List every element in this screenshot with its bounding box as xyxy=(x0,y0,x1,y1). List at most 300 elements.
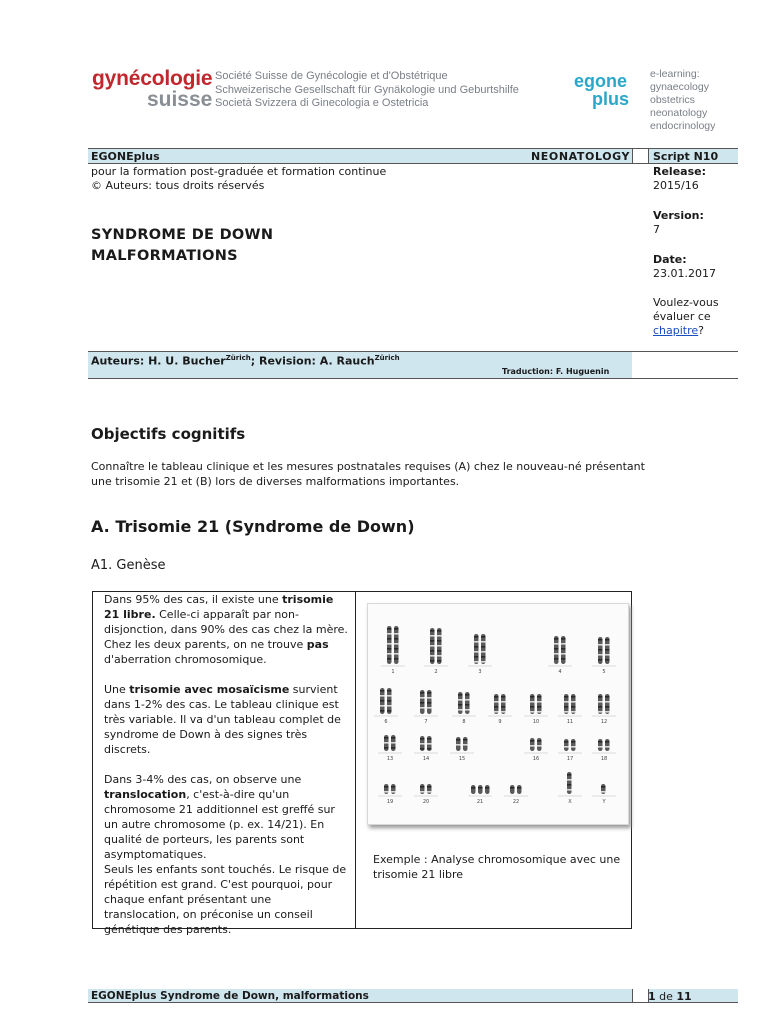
chromosome-body xyxy=(598,739,603,751)
chromosome-band xyxy=(537,706,542,708)
table-divider xyxy=(355,591,356,929)
evaluate-link-line xyxy=(653,324,704,338)
subtitle-line: pour la formation post-graduée et formation continue xyxy=(91,165,387,178)
chromosome-band xyxy=(494,706,499,708)
chromosome-label: Y xyxy=(602,799,606,805)
bold-text: trisomie 21 libre. xyxy=(104,593,334,621)
text: d'aberration chromosomique. xyxy=(104,653,267,666)
chromosome-band xyxy=(420,748,425,750)
chromosome-band xyxy=(598,639,603,641)
chromosome-body xyxy=(510,785,515,794)
divider xyxy=(632,989,633,1002)
chromosome-band xyxy=(571,741,576,743)
chromosome xyxy=(481,634,486,664)
chromosome xyxy=(605,739,610,751)
chromosome-label: 16 xyxy=(532,756,540,762)
chromosome-band xyxy=(554,658,559,660)
chromosome-band xyxy=(598,741,603,743)
logo-word-1: gynécologie xyxy=(92,67,213,90)
chromosome xyxy=(474,634,479,664)
society-line: Schweizerische Gesellschaft für Gynäkologie und Geburtshilfe xyxy=(215,83,519,96)
chromosome-label: 8 xyxy=(462,719,466,725)
chromosome-band xyxy=(564,711,569,713)
chromosome xyxy=(478,785,483,794)
chromosome-band xyxy=(420,791,425,793)
chromosome-band xyxy=(598,644,603,646)
chromosome-band xyxy=(537,696,542,698)
chromosome-body xyxy=(517,785,522,794)
copyright-line: © Auteurs: tous droits réservés xyxy=(91,179,265,192)
chromosome-label: 15 xyxy=(458,756,466,762)
chromosome-band xyxy=(605,649,610,651)
chromosome-band xyxy=(430,660,435,662)
chromosome xyxy=(427,690,432,714)
chromosome-band xyxy=(605,696,610,698)
chromosome-label: 11 xyxy=(566,719,574,725)
chromosome xyxy=(391,735,396,751)
chromosome-band xyxy=(387,710,392,712)
chromosome-band xyxy=(571,701,576,703)
chromosome xyxy=(571,694,576,714)
chromosome-band xyxy=(384,737,389,739)
divider xyxy=(88,351,738,352)
current-page: 1 xyxy=(648,990,656,1003)
chromosome-label: 3 xyxy=(478,669,482,675)
chromosome-band xyxy=(437,655,442,657)
divider xyxy=(632,149,633,163)
objectives-text: Connaître le tableau clinique et les mesures postnatales requises (A) chez le nouveau-né présentant une trisomie 21 et (B) lors de diverses malformations importantes. xyxy=(91,460,645,488)
chromosome-band xyxy=(605,639,610,641)
chromosome-band xyxy=(481,661,486,663)
chromosome xyxy=(471,785,476,794)
topic-item: gynaecology xyxy=(650,81,709,93)
date-label: Date: xyxy=(653,253,687,266)
chromosome-band xyxy=(427,707,432,709)
chromosome-band xyxy=(387,638,392,640)
chromosome xyxy=(420,736,425,751)
chromosome-body xyxy=(530,738,535,751)
chromosome-band xyxy=(456,744,461,746)
objectives-heading: Objectifs cognitifs xyxy=(91,425,246,443)
title-line: MALFORMATIONS xyxy=(91,248,238,264)
chromosome-band xyxy=(420,786,425,788)
chromosome xyxy=(530,738,535,751)
chromosome-band xyxy=(517,787,522,789)
chromosome-band xyxy=(561,643,566,645)
chromosome-body xyxy=(478,785,483,794)
paragraph-mosaicism xyxy=(104,682,348,757)
chromosome-band xyxy=(554,643,559,645)
chromosome xyxy=(571,739,576,751)
chromosome-band xyxy=(567,784,572,786)
chromosome-band xyxy=(420,692,425,694)
translation-credit: Traduction: F. Huguenin xyxy=(502,367,610,376)
chromosome-body xyxy=(471,785,476,794)
chromosome-band xyxy=(384,786,389,788)
chromosome-band xyxy=(458,709,463,711)
society-line: Société Suisse de Gynécologie et d'Obstétrique xyxy=(215,70,448,82)
chromosome-band xyxy=(571,706,576,708)
chromosome-band xyxy=(481,646,486,648)
society-line: Società Svizzera di Ginecologia e Ostetricia xyxy=(215,97,429,109)
chromosome-band xyxy=(485,787,490,789)
chromosome-band xyxy=(430,650,435,652)
chromosome-band xyxy=(380,705,385,707)
chromosome xyxy=(537,738,542,751)
chromosome-band xyxy=(564,696,569,698)
chromosome-body xyxy=(561,636,566,664)
chromosome-band xyxy=(537,745,542,747)
chromosome-body xyxy=(474,634,479,664)
paragraph-free-trisomy xyxy=(104,592,348,667)
gynecologie-suisse-logo xyxy=(92,68,212,110)
chromosome-band xyxy=(420,697,425,699)
chromosome-band xyxy=(387,705,392,707)
chromosome-band xyxy=(564,741,569,743)
divider xyxy=(88,148,738,149)
chromosome-band xyxy=(564,746,569,748)
chromosome xyxy=(387,626,392,664)
chromosome-band xyxy=(605,741,610,743)
chromosome xyxy=(485,785,490,794)
chromosome-band xyxy=(394,638,399,640)
chromosome xyxy=(510,785,515,794)
chromosome-band xyxy=(481,636,486,638)
brand-label: EGONEplus xyxy=(91,150,160,163)
divider xyxy=(88,378,738,379)
chromosome-band xyxy=(554,653,559,655)
chromosome-body xyxy=(564,739,569,751)
chromosome-band xyxy=(598,746,603,748)
chromosome-band xyxy=(474,641,479,643)
chromosome-band xyxy=(474,636,479,638)
chromosome-band xyxy=(437,635,442,637)
chromosome-band xyxy=(384,742,389,744)
chromosome-label: 6 xyxy=(384,719,388,725)
chromosome xyxy=(458,692,463,714)
chromosome-band xyxy=(465,694,470,696)
chromosome xyxy=(530,694,535,714)
chromosome-band xyxy=(564,706,569,708)
chromosome xyxy=(427,784,432,794)
chromosome xyxy=(598,694,603,714)
chromosome xyxy=(561,636,566,664)
chromosome-band xyxy=(530,745,535,747)
chromosome-body xyxy=(554,636,559,664)
chromosome-label: 19 xyxy=(386,799,394,805)
chromosome xyxy=(420,784,425,794)
chromosome xyxy=(391,784,396,794)
egoneplus-logo xyxy=(574,72,629,108)
text: Une xyxy=(104,683,130,696)
chromosome-band xyxy=(567,774,572,776)
chromosome-band xyxy=(605,706,610,708)
chromosome xyxy=(380,688,385,714)
chromosome-band xyxy=(530,696,535,698)
revision-affiliation: Zürich xyxy=(374,354,400,362)
section-a1-heading: A1. Genèse xyxy=(91,558,166,573)
chromosome xyxy=(605,637,610,664)
chromosome xyxy=(494,694,499,714)
chromosome-band xyxy=(394,658,399,660)
chromosome-label: 17 xyxy=(566,756,574,762)
text: Dans 95% des cas, il existe une xyxy=(104,593,283,606)
chromosome-band xyxy=(598,649,603,651)
page-of: de xyxy=(655,990,677,1003)
authors-line xyxy=(91,354,400,368)
chromosome xyxy=(430,628,435,664)
chromosome-band xyxy=(501,701,506,703)
title-line: SYNDROME DE DOWN xyxy=(91,227,274,243)
version-value: 7 xyxy=(653,223,660,236)
chromosome-band xyxy=(530,701,535,703)
evaluate-text: Voulez-vous xyxy=(653,296,719,309)
chromosome-band xyxy=(494,696,499,698)
divider xyxy=(88,163,738,164)
chromosome-label: 22 xyxy=(512,799,520,805)
footer-title: EGONEplus Syndrome de Down, malformations xyxy=(91,990,369,1002)
chromosome-label: 21 xyxy=(476,799,484,805)
logo-egone-word: egone xyxy=(574,71,628,91)
society-names xyxy=(215,70,519,111)
chromosome-label: 14 xyxy=(422,756,430,762)
chromosome-band xyxy=(391,747,396,749)
authors-text: Auteurs: H. U. Bucher xyxy=(91,354,226,368)
release-label: Release: xyxy=(653,165,706,178)
chromosome-band xyxy=(458,694,463,696)
chromosome-band xyxy=(387,700,392,702)
chromosome-band xyxy=(437,660,442,662)
chromosome-band xyxy=(420,738,425,740)
chromosome-band xyxy=(387,695,392,697)
chromosome-band xyxy=(384,791,389,793)
chromosome-band xyxy=(537,701,542,703)
chromosome-body xyxy=(481,634,486,664)
chromosome-band xyxy=(387,643,392,645)
chromosome-band xyxy=(394,653,399,655)
chromosome xyxy=(567,772,572,794)
text: survient dans 1-2% des cas. Le tableau clinique est très variable. Il va d'un tableau complet de syndrome de Down à des signes très discrets. xyxy=(104,683,341,756)
chromosome-label: 2 xyxy=(434,669,438,675)
chromosome-label: 7 xyxy=(424,719,428,725)
karyotype-figure xyxy=(368,604,628,824)
chromosome-band xyxy=(564,701,569,703)
chromosome xyxy=(564,694,569,714)
chromosome-band xyxy=(430,630,435,632)
chromosome-band xyxy=(458,704,463,706)
chromosome-body xyxy=(571,739,576,751)
page-title xyxy=(91,225,273,267)
chromosome-band xyxy=(501,706,506,708)
chromosome-body xyxy=(485,785,490,794)
chromosome-band xyxy=(537,711,542,713)
chromosome xyxy=(564,739,569,751)
chromosome-band xyxy=(530,706,535,708)
chromosome-label: 1 xyxy=(391,669,395,675)
chromosome-band xyxy=(605,701,610,703)
chromosome-band xyxy=(463,744,468,746)
department-label: NEONATOLOGY xyxy=(531,150,631,163)
chromosome-band xyxy=(510,787,515,789)
chromosome-band xyxy=(481,656,486,658)
chromosome-band xyxy=(474,651,479,653)
text: , c'est-à-dire qu'un chromosome 21 additionnel est greffé sur un autre chromosome (p. ex. 14/21). En qualité de porteurs, les parents sont asymptomatiques. xyxy=(104,788,335,861)
topic-item: obstetrics xyxy=(650,94,695,106)
chromosome-band xyxy=(387,653,392,655)
chromosome-band xyxy=(474,661,479,663)
chromosome-band xyxy=(384,747,389,749)
chromosome-band xyxy=(437,645,442,647)
chromosome-band xyxy=(571,746,576,748)
chromosome xyxy=(554,636,559,664)
chromosome xyxy=(437,628,442,664)
chromosome-label: 20 xyxy=(422,799,430,805)
chromosome-band xyxy=(561,658,566,660)
chromosome-band xyxy=(605,711,610,713)
chromosome-band xyxy=(427,738,432,740)
bold-text: trisomie avec mosaïcisme xyxy=(129,683,290,696)
chromosome-band xyxy=(427,748,432,750)
chromosome-band xyxy=(465,699,470,701)
elearning-topics xyxy=(650,68,715,133)
chromosome-label: 10 xyxy=(532,719,540,725)
bold-text: translocation xyxy=(104,788,187,801)
chromosome-band xyxy=(387,628,392,630)
chromosome-band xyxy=(420,707,425,709)
chromosome-band xyxy=(571,696,576,698)
text: Dans 3-4% des cas, on observe une xyxy=(104,773,302,786)
logo-word-2: suisse xyxy=(146,88,213,111)
chromosome-band xyxy=(598,701,603,703)
chromosome-band xyxy=(601,786,606,788)
chromosome-band xyxy=(456,739,461,741)
chromosome-band xyxy=(598,706,603,708)
chromosome xyxy=(394,626,399,664)
chromosome-band xyxy=(387,658,392,660)
chromosome xyxy=(456,737,461,751)
chromosome-band xyxy=(420,702,425,704)
topic-item: neonatology xyxy=(650,107,708,119)
chromosome-band xyxy=(458,699,463,701)
karyotype-image xyxy=(367,603,629,825)
chromosome-band xyxy=(554,638,559,640)
chromosome-band xyxy=(598,659,603,661)
chromosome-band xyxy=(437,650,442,652)
chromosome-band xyxy=(391,742,396,744)
chromosome xyxy=(387,688,392,714)
chromosome-band xyxy=(391,786,396,788)
chromosome-band xyxy=(380,710,385,712)
chapter-link[interactable]: chapitre xyxy=(653,324,699,337)
total-pages: 11 xyxy=(676,990,692,1003)
chromosome-label: X xyxy=(568,799,572,805)
chromosome-band xyxy=(474,656,479,658)
chromosome xyxy=(420,690,425,714)
chromosome-band xyxy=(530,740,535,742)
chromosome-band xyxy=(427,786,432,788)
chromosome-band xyxy=(430,655,435,657)
date-value: 23.01.2017 xyxy=(653,267,716,280)
chromosome-band xyxy=(605,746,610,748)
chromosome-label: 4 xyxy=(558,669,562,675)
chromosome-band xyxy=(494,701,499,703)
chromosome-band xyxy=(601,791,606,793)
chromosome-band xyxy=(561,648,566,650)
chromosome xyxy=(465,692,470,714)
chromosome-band xyxy=(391,791,396,793)
chromosome-band xyxy=(481,651,486,653)
chromosome-band xyxy=(474,646,479,648)
chromosome-band xyxy=(605,644,610,646)
chromosome xyxy=(598,637,603,664)
chromosome-band xyxy=(430,635,435,637)
release-value: 2015/16 xyxy=(653,179,699,192)
chromosome-band xyxy=(437,630,442,632)
chromosome-band xyxy=(391,737,396,739)
chromosome-band xyxy=(598,696,603,698)
chromosome-band xyxy=(561,653,566,655)
chromosome-band xyxy=(537,740,542,742)
chromosome-label: 12 xyxy=(600,719,608,725)
chromosome-band xyxy=(380,700,385,702)
text: Celle-ci apparaît par non-disjonction, dans 90% des cas chez la mère. Chez les deux parents, on ne trouve xyxy=(104,608,348,651)
figure-caption: Exemple : Analyse chromosomique avec une trisomie 21 libre xyxy=(373,853,621,881)
chromosome xyxy=(463,737,468,751)
chromosome-band xyxy=(481,641,486,643)
page-number xyxy=(648,990,692,1003)
chromosome-band xyxy=(387,648,392,650)
chromosome-band xyxy=(494,711,499,713)
chromosome-band xyxy=(380,695,385,697)
chromosome-band xyxy=(427,791,432,793)
chromosome-band xyxy=(394,643,399,645)
chromosome xyxy=(384,784,389,794)
chromosome-band xyxy=(430,640,435,642)
bold-text: pas xyxy=(306,638,329,651)
chromosome-band xyxy=(465,704,470,706)
chromosome-label: 13 xyxy=(386,756,394,762)
revision-text: ; Revision: A. Rauch xyxy=(250,354,375,368)
chromosome-band xyxy=(501,711,506,713)
chromosome-label: 18 xyxy=(600,756,608,762)
chromosome xyxy=(605,694,610,714)
chromosome-label: 9 xyxy=(498,719,502,725)
divider xyxy=(88,1002,738,1003)
script-number: Script N10 xyxy=(653,150,719,163)
chromosome-band xyxy=(598,711,603,713)
chromosome xyxy=(537,694,542,714)
chromosome-band xyxy=(427,697,432,699)
chromosome-band xyxy=(567,789,572,791)
chromosome-band xyxy=(605,659,610,661)
chromosome-band xyxy=(394,633,399,635)
chromosome-band xyxy=(530,711,535,713)
chromosome-band xyxy=(394,648,399,650)
topic-item: e-learning: xyxy=(650,68,700,80)
chromosome-band xyxy=(465,709,470,711)
chromosome-band xyxy=(387,690,392,692)
chromosome-band xyxy=(571,711,576,713)
chromosome xyxy=(427,736,432,751)
chromosome-band xyxy=(427,692,432,694)
genesis-text xyxy=(104,592,348,937)
paragraph-genetic-counseling: Seuls les enfants sont touchés. Le risque de répétition est grand. C'est pourquoi, pour chaque enfant présentant une translocation, on préconise un conseil génétique des parents. xyxy=(104,863,347,936)
chromosome-band xyxy=(605,654,610,656)
evaluate-text: évaluer ce xyxy=(653,310,711,323)
chromosome-band xyxy=(561,638,566,640)
question-mark: ? xyxy=(698,324,705,337)
chromosome-band xyxy=(387,633,392,635)
